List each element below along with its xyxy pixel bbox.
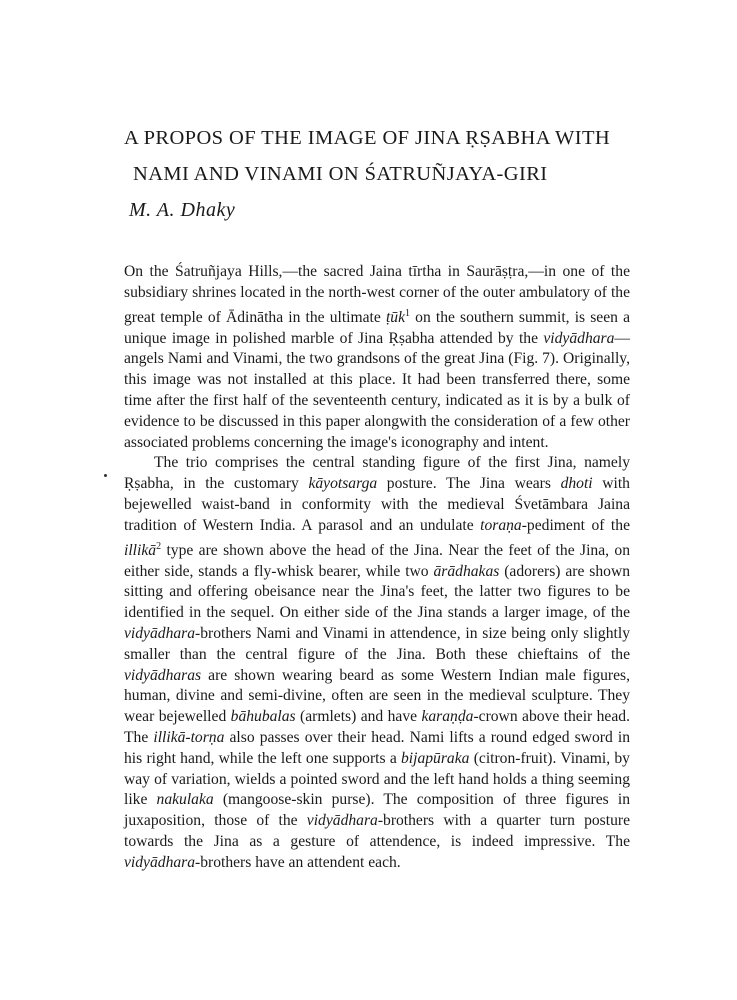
- text-run: posture. The Jina wears: [377, 475, 561, 493]
- text-run: The trio comprises the central standing figure of the first Jina, namely Ṛṣabha, in the customary: [124, 454, 630, 493]
- italic-term: karaṇḍa: [421, 708, 474, 726]
- article-body: [124, 262, 630, 873]
- title-line-2: NAMI AND VINAMI ON ŚATRUÑJAYA-GIRI: [133, 163, 548, 185]
- title-line-1: A PROPOS OF THE IMAGE OF JINA ṚṢABHA WITH: [124, 127, 611, 149]
- italic-term: ārādhakas: [433, 562, 500, 580]
- italic-term: vidyādharas: [124, 666, 202, 684]
- text-run: with bejewelled waist-band in conformity with the medieval Śvetāmbara Jaina tradition of Western India. A parasol and an undulate: [124, 475, 630, 534]
- italic-term: ṭūk: [385, 308, 406, 326]
- footnote-marker: 2: [156, 540, 162, 552]
- text-run: also passes over their head. Nami lifts a round edged sword in his right hand, while the left one supports a: [124, 728, 630, 767]
- text-run: —angels Nami and Vinami, the two grandsons of the great Jina (Fig. 7). Originally, this image was not installed at this place. It had been transferred there, some time after the first half of the seventeenth century, indicated as it is by a bulk of evidence to be discussed in this paper alongwith the consideration of a few other associated problems concerning the image's iconography and intent.: [124, 329, 630, 451]
- text-run: (citron-fruit). Vinami, by way of variation, wields a pointed sword and the left hand holds a thing seeming like: [124, 749, 630, 809]
- italic-term: toraṇa: [480, 516, 522, 534]
- italic-term: bijapūraka: [401, 749, 470, 767]
- text-run: -crown above their head. The: [124, 708, 630, 746]
- text-run: (adorers) are shown sitting and offering obeisance near the Jina's feet, the latter two figures to be identified in the sequel. On either side of the Jina stands a larger image, of the: [124, 562, 630, 622]
- paragraph-2: [124, 453, 630, 873]
- italic-term: vidyādhara: [124, 624, 196, 642]
- italic-term: nakulaka: [156, 791, 214, 809]
- text-run: type are shown above the head of the Jina. Near the feet of the Jina, on either side, stands a fly-whisk bearer, while two: [124, 541, 630, 580]
- text-run: -brothers Nami and Vinami in attendence, in size being only slightly smaller than the central figure of the Jina. Both these chieftains of the: [124, 624, 630, 663]
- paragraph-1: [124, 262, 630, 453]
- italic-term: vidyādhara: [306, 812, 378, 830]
- text-run: -brothers with a quarter turn posture towards the Jina as a gesture of attendence, is indeed impressive. The: [124, 812, 630, 850]
- footnote-marker: 1: [405, 307, 411, 319]
- italic-term: vidyādhara: [124, 853, 196, 871]
- italic-term: bāhubalas: [230, 708, 296, 726]
- italic-term: dhoti: [560, 475, 593, 493]
- italic-term: illikā: [124, 541, 157, 559]
- text-run: On the Śatruñjaya Hills,—the sacred Jaina tīrtha in Saurāṣṭra,—in one of the subsidiary shrines located in the north-west corner of the outer ambulatory of the great temple of Ādinātha in the ultimate: [124, 263, 630, 326]
- text-run: (armlets) and have: [295, 708, 422, 726]
- italic-term: kāyotsarga: [308, 475, 378, 493]
- text-run: are shown wearing beard as some Western Indian male figures, human, divine and semi-divine, often are seen in the medieval sculpture. They wear bejewelled: [124, 666, 630, 726]
- text-run: -pediment of the: [521, 516, 630, 534]
- text-run: -brothers have an attendent each.: [195, 853, 401, 871]
- margin-mark: [104, 474, 107, 477]
- article-title: [124, 120, 644, 192]
- author-name: M. A. Dhaky: [129, 199, 236, 221]
- italic-term: vidyādhara: [543, 329, 615, 347]
- text-run: on the southern summit, is seen a unique image in polished marble of Jina Ṛṣabha attended by the: [124, 308, 630, 347]
- italic-term: illikā-torṇa: [153, 728, 225, 746]
- text-run: (mangoose-skin purse). The composition of three figures in juxaposition, those of the: [124, 791, 630, 830]
